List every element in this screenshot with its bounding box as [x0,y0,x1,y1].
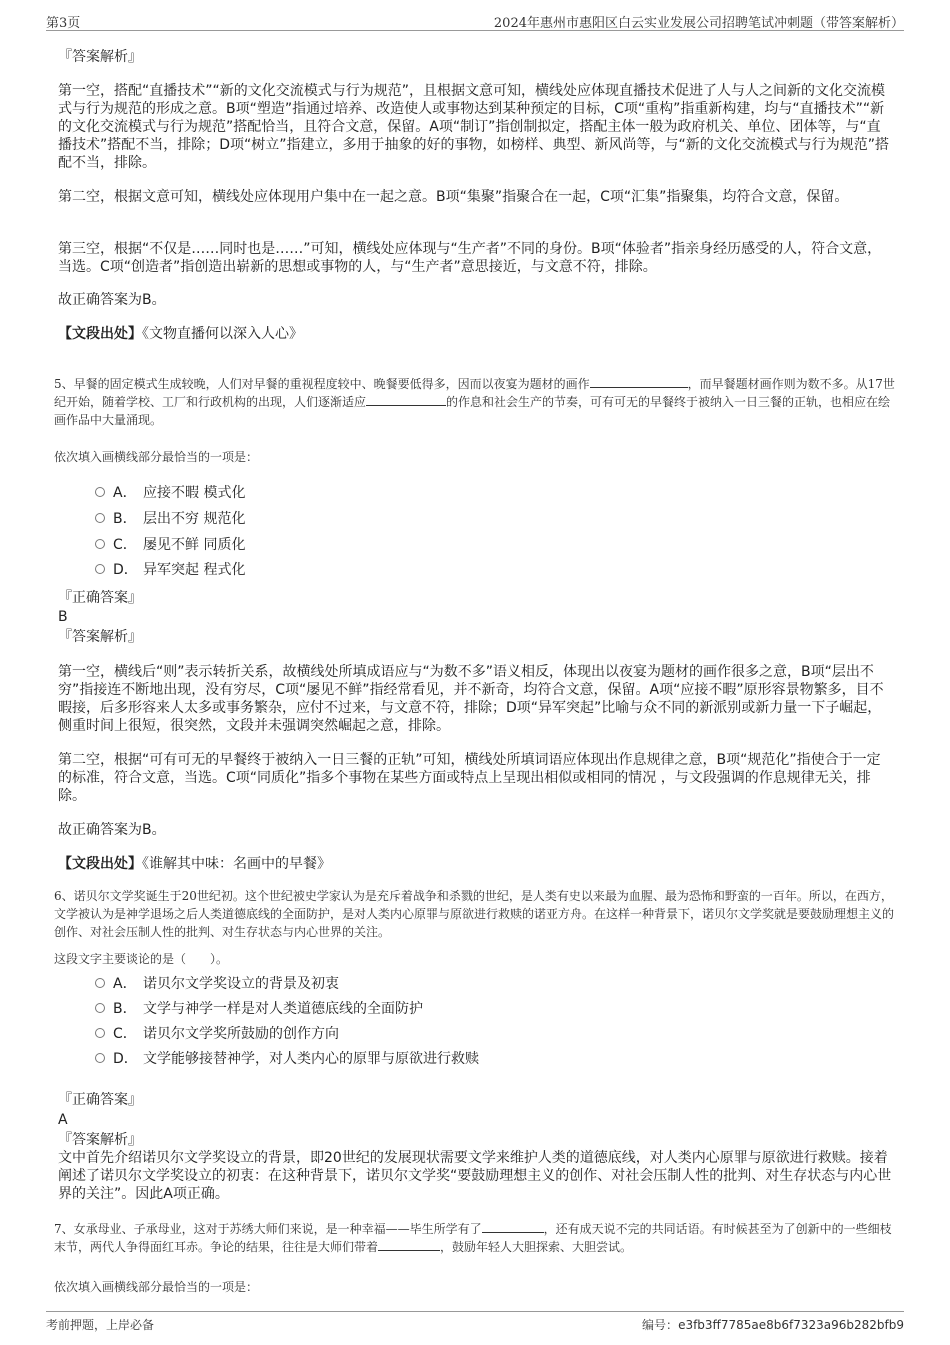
question-5-prompt: 依次填入画横线部分最恰当的一项是： [54,450,259,464]
page-footer [46,1311,904,1342]
analysis-label: 『答案解析』 [58,629,142,645]
source-tag: 【文段出处】 [58,856,142,872]
fill-blank [378,1238,440,1251]
answer-value: A [58,1112,68,1128]
analysis-paragraph: 第一空，横线后“则”表示转折关系，故横线处所填成语应与“为数不多”语义相反，体现出以夜宴为题材的画作很多之意，B项“层出不穷”指接连不断地出现，没有穷尽，C项“屡见不鲜”指经常看见，并不新奇，均符合文意，保留。A项“应接不暇”原形容景物繁多，目不暇接，后多形容来人太多或事务繁杂，应付不过来，与文意不符，排除；D项“异军突起”比喻与众不同的新派别或新力量一下子崛起，侧重时间上很短，很突然，文段并未强调突然崛起之意，排除。 [58,664,884,734]
analysis-paragraph: 第二空，根据文意可知，横线处应体现用户集中在一起之意。B项“集聚”指聚合在一起，C项“汇集”指聚集，均符合文意，保留。 [58,189,849,205]
radio-icon[interactable] [95,1053,105,1063]
radio-icon[interactable] [95,539,105,549]
analysis-paragraph: 文中首先介绍诺贝尔文学奖设立的背景，即20世纪的发展现状需要文学来维护人类的道德底线，对人类内心原罪与原欲进行救赎。接着阐述了诺贝尔文学奖设立的初衷：在这种背景下，诺贝尔文学奖“要鼓励理想主义的创作、对社会压制人性的批判、对生存状态与内心世界的关注”。因此A项正确。 [58,1150,892,1202]
source-title: 《文物直播何以深入人心》 [142,326,303,342]
page-header [46,10,904,31]
passage-source [58,855,893,873]
footer-slogan: 考前押题，上岸必备 [46,1318,155,1332]
radio-icon[interactable] [95,513,105,523]
radio-icon[interactable] [95,1003,105,1013]
option-b[interactable]: B． 层出不穷 规范化 [95,509,245,529]
radio-icon[interactable] [95,978,105,988]
analysis-paragraph: 第一空，搭配“直播技术”“新的文化交流模式与行为规范”，且根据文意可知，横线处应体现直播技术促进了人与人之间新的文化交流模式与行为规范的形成之意。B项“塑造”指通过培养、改造使人或事物达到某种预定的目标，C项“重构”指重新构建，均与“直播技术”“新的文化交流模式与行为规范”搭配恰当，且符合文意，保留。A项“制订”指创制拟定，搭配主体一般为政府机关、单位、团体等，与“直播技术”搭配不当，排除；D项“树立”指建立，多用于抽象的好的事物，如榜样、典型、新风尚等，与“新的文化交流模式与行为规范”搭配不当，排除。 [58,83,890,171]
conclusion: 故正确答案为B。 [58,822,166,838]
question-5-stem: 5、早餐的固定模式生成较晚，人们对早餐的重视程度较中、晚餐要低得多，因而以夜宴为题材的画作 ，而早餐题材画作则为数不多。从17世纪开始，随着学校、工厂和行政机构的出现，人们逐渐适应 的作息和社会生产的节奏，可有可无的早餐终于被纳入一日三餐的正轨，也相应在绘画作品中大量涌现。 [54,377,895,427]
fill-blank [482,1220,544,1233]
document-code: 编号：e3fb3ff7785ae8b6f7323a96b282bfb9 [642,1318,904,1332]
page-number: 第3页 [46,16,81,31]
fill-blank [590,375,688,388]
question-6-prompt: 这段文字主要谈论的是（ ）。 [54,952,229,966]
source-title: 《谁解其中味：名画中的早餐》 [142,856,331,872]
radio-icon[interactable] [95,1028,105,1038]
option-c[interactable]: C． 屡见不鲜 同质化 [95,535,245,555]
question-7-prompt: 依次填入画横线部分最恰当的一项是： [54,1280,259,1294]
fill-blank [366,393,446,406]
conclusion: 故正确答案为B。 [58,292,166,308]
answer-label: 『正确答案』 [58,590,142,606]
question-7-stem: 7、女承母业、子承母业，这对于苏绣大师们来说，是一种幸福——毕生所学有了 ，还有成天说不完的共同话语。有时候甚至为了创新中的一些细枝末节，两代人争得面红耳赤。争论的结果，往往是大师们带着 ，鼓励年轻人大胆探索、大胆尝试。 [54,1222,892,1254]
analysis-paragraph: 第三空，根据“不仅是……同时也是……”可知，横线处应体现与“生产者”不同的身份。B项“体验者”指亲身经历感受的人，符合文意，当选。C项“创造者”指创造出崭新的思想或事物的人，与“生产者”意思接近，与文意不符，排除。 [58,241,882,275]
option-d[interactable]: D． 文学能够接替神学，对人类内心的原罪与原欲进行救赎 [95,1049,479,1069]
analysis-label: 『答案解析』 [58,1132,142,1148]
radio-icon[interactable] [95,564,105,574]
analysis-paragraph: 第二空，根据“可有可无的早餐终于被纳入一日三餐的正轨”可知，横线处所填词语应体现出作息规律之意，B项“规范化”指使合于一定的标准，符合文意，当选。C项“同质化”指多个事物在某些方面或特点上呈现出相似或相同的情况 ，与文段强调的作息规律无关，排除。 [58,752,881,804]
answer-value: B [58,609,68,625]
question-6-stem: 6、诺贝尔文学奖诞生于20世纪初。这个世纪被史学家认为是充斥着战争和杀戮的世纪，是人类有史以来最为血腥、最为恐怖和野蛮的一百年。所以，在西方，文学被认为是神学退场之后人类道德底线的全面防护，是对人类内心原罪与原欲进行救赎的诺亚方舟。在这样一种背景下，诺贝尔文学奖就是要鼓励理想主义的创作、对社会压制人性的批判、对生存状态与内心世界的关注。 [54,889,895,939]
radio-icon[interactable] [95,487,105,497]
answer-label: 『正确答案』 [58,1092,142,1108]
option-c[interactable]: C． 诺贝尔文学奖所鼓励的创作方向 [95,1024,339,1044]
option-b[interactable]: B． 文学与神学一样是对人类道德底线的全面防护 [95,999,423,1019]
document-title: 2024年惠州市惠阳区白云实业发展公司招聘笔试冲刺题（带答案解析） [493,16,904,31]
option-a[interactable]: A． 诺贝尔文学奖设立的背景及初衷 [95,974,339,994]
option-d[interactable]: D． 异军突起 程式化 [95,560,245,580]
passage-source [58,325,893,343]
option-a[interactable]: A． 应接不暇 模式化 [95,483,245,503]
analysis-label: 『答案解析』 [58,49,142,65]
source-tag: 【文段出处】 [58,326,142,342]
